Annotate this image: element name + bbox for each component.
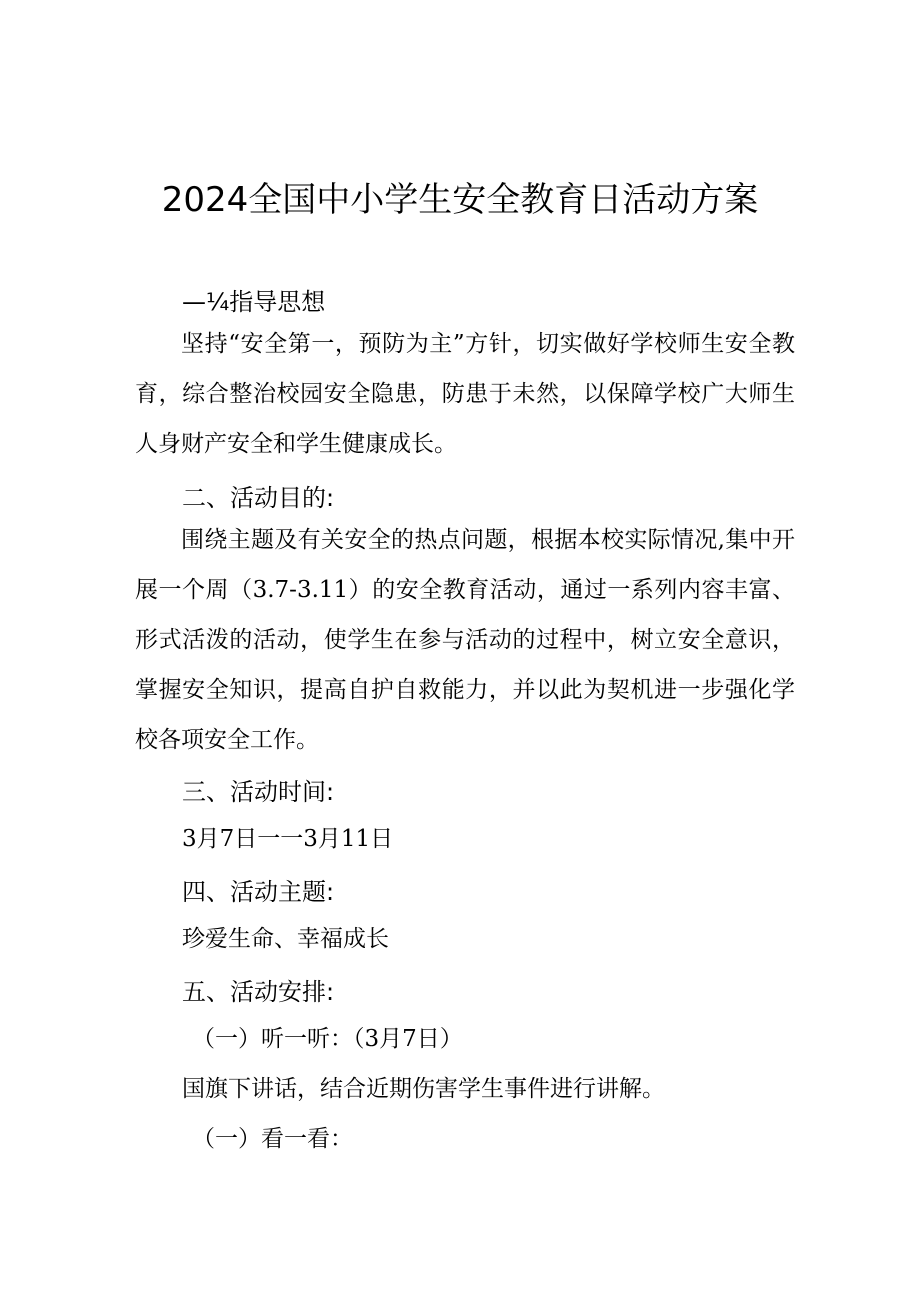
arrangement-item-watch-label: （一）看一看： [192,1126,353,1152]
section-body-activity-theme: 珍爱生命、幸福成长 [182,926,389,952]
section-heading-activity-time: 三、活动时间: [182,778,335,806]
document-title: 2024全国中小学生安全教育日活动方案 [161,180,759,220]
section-heading-activity-theme: 四、活动主题: [182,878,335,906]
section-heading-activity-arrangement: 五、活动安排: [182,978,335,1006]
section-heading-guiding-ideology: —¼指导思想 [182,288,326,316]
arrangement-item-listen-label: （一）听一听：（3月7日） [192,1026,463,1052]
section-body-activity-time: 3月7日一一3月11日 [182,826,394,852]
section-heading-activity-purpose: 二、活动目的: [182,484,335,512]
section-body-activity-purpose: 围绕主题及有关安全的热点问题，根据本校实际情况,集中开展一个周（3.7-3.11）的安全教育活动，通过一系列内容丰富、形式活泼的活动，使学生在参与活动的过程中，树立安全意识，掌握安全知识，提高自护自救能力，并以此为契机进一步强化学校各项安全工作。 [135,527,795,753]
arrangement-item-listen-body: 国旗下讲话，结合近期伤害学生事件进行讲解。 [182,1076,665,1102]
section-body-guiding-ideology: 坚持“安全第一，预防为主”方针，切实做好学校师生安全教育，综合整治校园安全隐患，防患于未然，以保障学校广大师生人身财产安全和学生健康成长。 [135,331,795,457]
